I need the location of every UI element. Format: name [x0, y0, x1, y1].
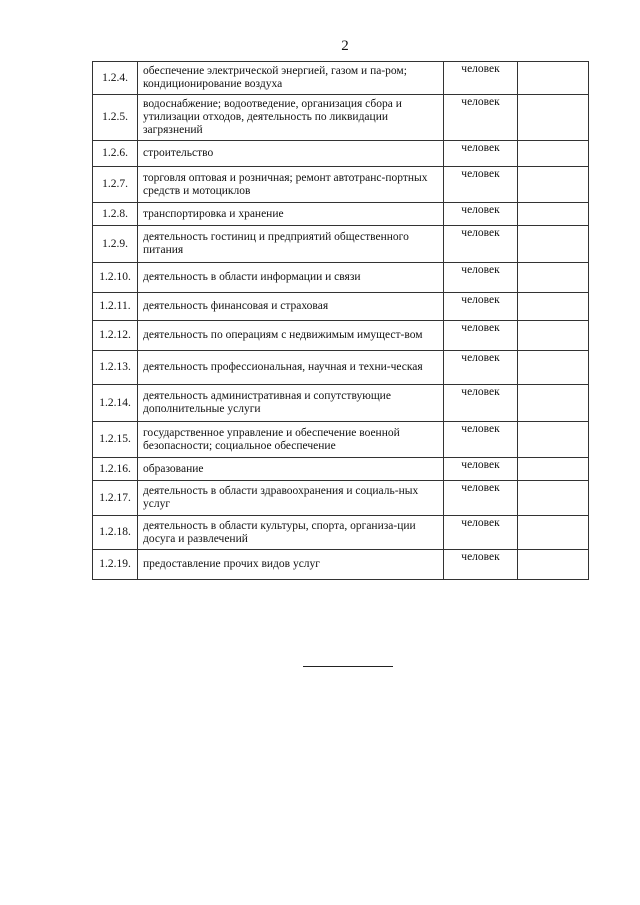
row-code: 1.2.17.	[93, 481, 138, 516]
row-description: деятельность гостиниц и предприятий общественного питания	[138, 226, 444, 263]
row-unit: человек	[444, 458, 518, 481]
row-code: 1.2.15.	[93, 422, 138, 458]
row-code: 1.2.6.	[93, 141, 138, 167]
row-code: 1.2.11.	[93, 293, 138, 321]
row-value-cell	[518, 62, 589, 95]
table-row	[93, 141, 589, 167]
table-row	[93, 481, 589, 516]
row-unit: человек	[444, 516, 518, 550]
table-row	[93, 458, 589, 481]
row-unit: человек	[444, 263, 518, 293]
row-description: водоснабжение; водоотведение, организация сбора и утилизации отходов, деятельность по ликвидации загрязнений	[138, 95, 444, 141]
row-unit: человек	[444, 550, 518, 580]
row-unit: человек	[444, 95, 518, 141]
table-row	[93, 293, 589, 321]
row-value-cell	[518, 141, 589, 167]
row-unit: человек	[444, 62, 518, 95]
row-unit: человек	[444, 141, 518, 167]
signature-line	[303, 666, 393, 667]
row-code: 1.2.9.	[93, 226, 138, 263]
row-value-cell	[518, 95, 589, 141]
indicator-table	[92, 61, 589, 580]
row-value-cell	[518, 458, 589, 481]
page-number: 2	[341, 38, 349, 54]
row-value-cell	[518, 293, 589, 321]
table-row	[93, 226, 589, 263]
row-description: обеспечение электрической энергией, газом и па-ром; кондиционирование воздуха	[138, 62, 444, 95]
row-code: 1.2.12.	[93, 321, 138, 351]
row-unit: человек	[444, 293, 518, 321]
row-description: деятельность в области культуры, спорта, организа-ции досуга и развлечений	[138, 516, 444, 550]
row-value-cell	[518, 226, 589, 263]
row-description: торговля оптовая и розничная; ремонт автотранс-портных средств и мотоциклов	[138, 167, 444, 203]
table-row	[93, 62, 589, 95]
row-value-cell	[518, 516, 589, 550]
row-code: 1.2.4.	[93, 62, 138, 95]
row-unit: человек	[444, 422, 518, 458]
table-row	[93, 351, 589, 385]
row-description: деятельность административная и сопутствующие дополнительные услуги	[138, 385, 444, 422]
row-value-cell	[518, 481, 589, 516]
row-code: 1.2.5.	[93, 95, 138, 141]
row-unit: человек	[444, 321, 518, 351]
row-value-cell	[518, 385, 589, 422]
table-row	[93, 167, 589, 203]
row-unit: человек	[444, 226, 518, 263]
row-description: образование	[138, 458, 444, 481]
row-code: 1.2.8.	[93, 203, 138, 226]
table-row	[93, 550, 589, 580]
row-value-cell	[518, 263, 589, 293]
row-value-cell	[518, 422, 589, 458]
row-unit: человек	[444, 167, 518, 203]
row-value-cell	[518, 550, 589, 580]
row-description: транспортировка и хранение	[138, 203, 444, 226]
table-row	[93, 422, 589, 458]
row-unit: человек	[444, 351, 518, 385]
row-unit: человек	[444, 481, 518, 516]
row-description: деятельность в области здравоохранения и социаль-ных услуг	[138, 481, 444, 516]
row-description: деятельность финансовая и страховая	[138, 293, 444, 321]
row-value-cell	[518, 321, 589, 351]
row-description: строительство	[138, 141, 444, 167]
row-description: деятельность профессиональная, научная и техни-ческая	[138, 351, 444, 385]
table-row	[93, 516, 589, 550]
row-description: предоставление прочих видов услуг	[138, 550, 444, 580]
row-value-cell	[518, 167, 589, 203]
row-value-cell	[518, 351, 589, 385]
row-unit: человек	[444, 203, 518, 226]
row-code: 1.2.14.	[93, 385, 138, 422]
row-unit: человек	[444, 385, 518, 422]
row-description: деятельность в области информации и связи	[138, 263, 444, 293]
row-code: 1.2.16.	[93, 458, 138, 481]
row-value-cell	[518, 203, 589, 226]
row-description: деятельность по операциям с недвижимым имущест-вом	[138, 321, 444, 351]
row-description: государственное управление и обеспечение военной безопасности; социальное обеспечение	[138, 422, 444, 458]
table-row	[93, 263, 589, 293]
row-code: 1.2.7.	[93, 167, 138, 203]
row-code: 1.2.10.	[93, 263, 138, 293]
table-row	[93, 385, 589, 422]
row-code: 1.2.19.	[93, 550, 138, 580]
table-row	[93, 95, 589, 141]
table-row	[93, 203, 589, 226]
row-code: 1.2.18.	[93, 516, 138, 550]
table-row	[93, 321, 589, 351]
row-code: 1.2.13.	[93, 351, 138, 385]
